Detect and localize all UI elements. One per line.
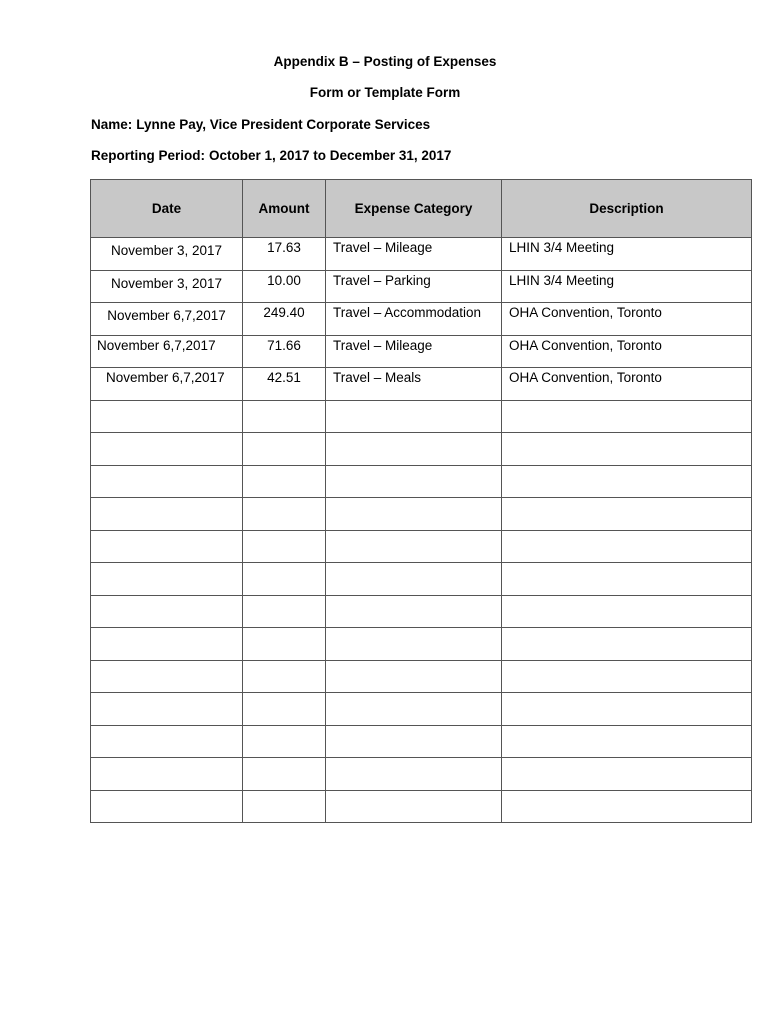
expenses-table <box>90 179 752 823</box>
column-header-expense-category: Expense Category <box>326 180 502 238</box>
empty-amount-cell <box>243 595 326 628</box>
expense-category-cell: Travel – Accommodation <box>326 303 502 336</box>
empty-date-cell <box>91 758 243 791</box>
empty-description-cell <box>502 693 752 726</box>
empty-amount-cell <box>243 758 326 791</box>
empty-expense-category-cell <box>326 498 502 531</box>
column-header-description: Description <box>502 180 752 238</box>
empty-table-row <box>91 465 752 498</box>
empty-expense-category-cell <box>326 465 502 498</box>
empty-date-cell <box>91 660 243 693</box>
expense-category-cell: Travel – Mileage <box>326 335 502 368</box>
date-cell: November 6,7,2017 <box>91 335 243 368</box>
empty-expense-category-cell <box>326 790 502 823</box>
amount-cell: 42.51 <box>243 368 326 401</box>
empty-date-cell <box>91 693 243 726</box>
empty-amount-cell <box>243 693 326 726</box>
table-row <box>91 335 752 368</box>
empty-description-cell <box>502 530 752 563</box>
empty-table-row <box>91 595 752 628</box>
empty-table-row <box>91 693 752 726</box>
table-row <box>91 303 752 336</box>
document-title: Appendix B – Posting of Expenses <box>273 54 497 69</box>
empty-date-cell <box>91 628 243 661</box>
description-cell: LHIN 3/4 Meeting <box>502 238 752 271</box>
empty-description-cell <box>502 758 752 791</box>
date-cell: November 3, 2017 <box>91 270 243 303</box>
empty-amount-cell <box>243 400 326 433</box>
empty-expense-category-cell <box>326 400 502 433</box>
empty-amount-cell <box>243 563 326 596</box>
empty-description-cell <box>502 433 752 466</box>
empty-amount-cell <box>243 433 326 466</box>
empty-amount-cell <box>243 530 326 563</box>
empty-description-cell <box>502 660 752 693</box>
date-cell: November 3, 2017 <box>91 238 243 271</box>
empty-expense-category-cell <box>326 595 502 628</box>
empty-description-cell <box>502 563 752 596</box>
empty-date-cell <box>91 725 243 758</box>
empty-amount-cell <box>243 725 326 758</box>
empty-expense-category-cell <box>326 758 502 791</box>
table-header-row <box>91 180 752 238</box>
empty-expense-category-cell <box>326 530 502 563</box>
empty-date-cell <box>91 465 243 498</box>
empty-table-row <box>91 725 752 758</box>
description-cell: OHA Convention, Toronto <box>502 368 752 401</box>
empty-amount-cell <box>243 498 326 531</box>
empty-description-cell <box>502 595 752 628</box>
empty-table-row <box>91 498 752 531</box>
empty-table-row <box>91 563 752 596</box>
empty-date-cell <box>91 498 243 531</box>
description-cell: OHA Convention, Toronto <box>502 303 752 336</box>
empty-table-row <box>91 790 752 823</box>
amount-cell: 17.63 <box>243 238 326 271</box>
expense-category-cell: Travel – Parking <box>326 270 502 303</box>
empty-expense-category-cell <box>326 725 502 758</box>
table-row <box>91 238 752 271</box>
empty-description-cell <box>502 465 752 498</box>
table-row <box>91 270 752 303</box>
description-cell: LHIN 3/4 Meeting <box>502 270 752 303</box>
empty-expense-category-cell <box>326 563 502 596</box>
empty-description-cell <box>502 790 752 823</box>
empty-expense-category-cell <box>326 693 502 726</box>
empty-date-cell <box>91 530 243 563</box>
column-header-amount: Amount <box>243 180 326 238</box>
empty-expense-category-cell <box>326 660 502 693</box>
empty-amount-cell <box>243 465 326 498</box>
empty-table-row <box>91 660 752 693</box>
empty-expense-category-cell <box>326 433 502 466</box>
column-header-date: Date <box>91 180 243 238</box>
amount-cell: 71.66 <box>243 335 326 368</box>
empty-table-row <box>91 400 752 433</box>
document-subtitle: Form or Template Form <box>309 85 461 100</box>
empty-amount-cell <box>243 628 326 661</box>
empty-date-cell <box>91 790 243 823</box>
empty-description-cell <box>502 400 752 433</box>
empty-date-cell <box>91 400 243 433</box>
amount-cell: 10.00 <box>243 270 326 303</box>
expense-category-cell: Travel – Mileage <box>326 238 502 271</box>
empty-expense-category-cell <box>326 628 502 661</box>
empty-date-cell <box>91 563 243 596</box>
empty-date-cell <box>91 433 243 466</box>
name-line <box>91 117 430 132</box>
empty-description-cell <box>502 498 752 531</box>
empty-amount-cell <box>243 660 326 693</box>
empty-date-cell <box>91 595 243 628</box>
name-value: Lynne Pay, Vice President Corporate Services <box>136 117 431 132</box>
empty-table-row <box>91 433 752 466</box>
empty-description-cell <box>502 628 752 661</box>
date-cell: November 6,7,2017 <box>91 368 243 401</box>
empty-table-row <box>91 530 752 563</box>
empty-table-row <box>91 758 752 791</box>
amount-cell: 249.40 <box>243 303 326 336</box>
reporting-period-line <box>91 148 451 163</box>
empty-description-cell <box>502 725 752 758</box>
reporting-period-value: October 1, 2017 to December 31, 2017 <box>209 148 452 163</box>
empty-table-row <box>91 628 752 661</box>
date-cell: November 6,7,2017 <box>91 303 243 336</box>
empty-amount-cell <box>243 790 326 823</box>
table-row <box>91 368 752 401</box>
description-cell: OHA Convention, Toronto <box>502 335 752 368</box>
reporting-period-label: Reporting Period: <box>91 148 205 163</box>
expense-category-cell: Travel – Meals <box>326 368 502 401</box>
name-label: Name: <box>91 117 133 132</box>
